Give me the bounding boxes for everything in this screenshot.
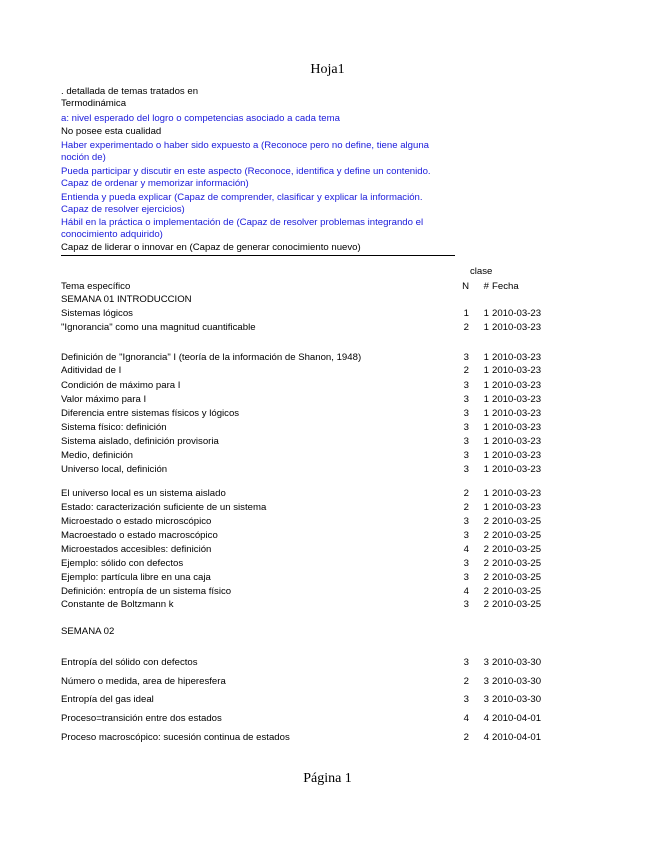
row-topic: Proceso macroscópico: sucesión continua de estados bbox=[61, 732, 290, 743]
row-topic: Microestado o estado microscópico bbox=[61, 516, 212, 527]
row-date: 2010-03-25 bbox=[492, 516, 542, 527]
row-class: 3 bbox=[483, 676, 489, 687]
level-item: No posee esta cualidad bbox=[61, 126, 162, 137]
row-topic: "Ignorancia" como una magnitud cuantificable bbox=[61, 322, 256, 333]
row-level: 3 bbox=[463, 450, 469, 461]
row-topic: Ejemplo: partícula libre en una caja bbox=[61, 572, 211, 583]
row-date: 2010-04-01 bbox=[492, 732, 542, 743]
level-item: Pueda participar y discutir en este aspecto (Reconoce, identifica y define un contenido. Capaz de ordenar y memorizar información) bbox=[61, 166, 431, 189]
column-header-fecha: Fecha bbox=[492, 281, 519, 292]
row-class: 1 bbox=[483, 464, 489, 475]
row-date: 2010-03-30 bbox=[492, 657, 542, 668]
row-level: 3 bbox=[463, 694, 469, 705]
row-date: 2010-03-23 bbox=[492, 322, 542, 333]
row-topic: Diferencia entre sistemas físicos y lógicos bbox=[61, 408, 240, 419]
row-class: 4 bbox=[483, 713, 489, 724]
row-class: 2 bbox=[483, 586, 489, 597]
row-class: 1 bbox=[483, 450, 489, 461]
row-topic: Definición de "Ignorancia" I (teoría de la información de Shanon, 1948) bbox=[61, 352, 362, 363]
row-level: 4 bbox=[463, 586, 469, 597]
row-level: 2 bbox=[463, 502, 469, 513]
row-level: 3 bbox=[463, 464, 469, 475]
row-level: 4 bbox=[463, 544, 469, 555]
row-topic: Sistema físico: definición bbox=[61, 422, 167, 433]
row-level: 3 bbox=[463, 516, 469, 527]
row-date: 2010-03-25 bbox=[492, 544, 542, 555]
row-topic: Estado: caracterización suficiente de un sistema bbox=[61, 502, 267, 513]
row-class: 1 bbox=[483, 408, 489, 419]
row-topic: Sistema aislado, definición provisoria bbox=[61, 436, 219, 447]
row-class: 1 bbox=[483, 394, 489, 405]
row-topic: Entropía del gas ideal bbox=[61, 694, 154, 705]
row-level: 3 bbox=[463, 558, 469, 569]
row-topic: Aditividad de I bbox=[61, 365, 122, 376]
row-class: 1 bbox=[483, 502, 489, 513]
row-class: 1 bbox=[483, 380, 489, 391]
row-topic: Ejemplo: sólido con defectos bbox=[61, 558, 184, 569]
row-date: 2010-03-23 bbox=[492, 352, 542, 363]
row-topic: Proceso=transición entre dos estados bbox=[61, 713, 222, 724]
row-date: 2010-03-25 bbox=[492, 558, 542, 569]
column-header-tema: Tema específico bbox=[61, 281, 131, 292]
row-topic: Entropía del sólido con defectos bbox=[61, 657, 198, 668]
row-topic: Valor máximo para I bbox=[61, 394, 147, 405]
row-class: 1 bbox=[483, 365, 489, 376]
levels-title: a: nivel esperado del logro o competencias asociado a cada tema bbox=[61, 113, 340, 124]
row-topic: Número o medida, area de hiperesfera bbox=[61, 676, 226, 687]
row-date: 2010-03-23 bbox=[492, 436, 542, 447]
row-date: 2010-03-23 bbox=[492, 488, 542, 499]
intro-line-2: Termodinámica bbox=[61, 98, 127, 109]
level-item: Haber experimentado o haber sido expuesto a (Reconoce pero no define, tiene alguna noción de) bbox=[61, 140, 430, 163]
row-topic: El universo local es un sistema aislado bbox=[61, 488, 226, 499]
row-topic: Condición de máximo para I bbox=[61, 380, 181, 391]
row-date: 2010-03-30 bbox=[492, 694, 542, 705]
column-header-num: # bbox=[483, 281, 489, 292]
row-level: 2 bbox=[463, 488, 469, 499]
row-class: 2 bbox=[483, 558, 489, 569]
row-date: 2010-03-23 bbox=[492, 394, 542, 405]
row-level: 3 bbox=[463, 572, 469, 583]
row-class: 2 bbox=[483, 544, 489, 555]
level-item: Hábil en la práctica o implementación de (Capaz de resolver problemas integrando el conocimiento adquirido) bbox=[61, 217, 424, 240]
week-heading: SEMANA 01 INTRODUCCION bbox=[61, 294, 192, 305]
row-level: 3 bbox=[463, 530, 469, 541]
row-topic: Microestados accesibles: definición bbox=[61, 544, 212, 555]
row-date: 2010-03-23 bbox=[492, 502, 542, 513]
row-level: 4 bbox=[463, 713, 469, 724]
row-level: 3 bbox=[463, 394, 469, 405]
row-date: 2010-03-30 bbox=[492, 676, 542, 687]
row-date: 2010-03-23 bbox=[492, 450, 542, 461]
page-footer: Página 1 bbox=[303, 771, 352, 786]
row-level: 2 bbox=[463, 365, 469, 376]
row-topic: Medio, definición bbox=[61, 450, 133, 461]
row-date: 2010-03-25 bbox=[492, 572, 542, 583]
row-date: 2010-03-25 bbox=[492, 586, 542, 597]
row-level: 3 bbox=[463, 408, 469, 419]
row-date: 2010-03-23 bbox=[492, 464, 542, 475]
row-date: 2010-03-23 bbox=[492, 365, 542, 376]
level-item: Entienda y pueda explicar (Capaz de comprender, clasificar y explicar la información. Capaz de resolver ejercicios) bbox=[61, 192, 423, 215]
row-topic: Definición: entropía de un sistema físico bbox=[61, 586, 232, 597]
level-item: Capaz de liderar o innovar en (Capaz de generar conocimiento nuevo) bbox=[61, 242, 455, 256]
row-date: 2010-04-01 bbox=[492, 713, 542, 724]
row-level: 3 bbox=[463, 422, 469, 433]
column-header-n: N bbox=[462, 281, 469, 292]
row-level: 3 bbox=[463, 352, 469, 363]
intro-line-1: . detallada de temas tratados en bbox=[61, 86, 199, 97]
row-topic: Macroestado o estado macroscópico bbox=[61, 530, 218, 541]
row-topic: Sistemas lógicos bbox=[61, 308, 133, 319]
row-class: 1 bbox=[483, 322, 489, 333]
row-class: 1 bbox=[483, 488, 489, 499]
page-header-title: Hoja1 bbox=[310, 62, 345, 77]
row-class: 1 bbox=[483, 436, 489, 447]
row-date: 2010-03-23 bbox=[492, 408, 542, 419]
row-date: 2010-03-23 bbox=[492, 422, 542, 433]
row-date: 2010-03-23 bbox=[492, 380, 542, 391]
row-date: 2010-03-25 bbox=[492, 530, 542, 541]
row-topic: Universo local, definición bbox=[61, 464, 168, 475]
row-class: 2 bbox=[483, 599, 489, 610]
row-class: 3 bbox=[483, 694, 489, 705]
row-level: 2 bbox=[463, 676, 469, 687]
row-class: 3 bbox=[483, 657, 489, 668]
row-class: 1 bbox=[483, 352, 489, 363]
row-class: 2 bbox=[483, 572, 489, 583]
week-heading: SEMANA 02 bbox=[61, 626, 115, 637]
column-header-clase: clase bbox=[470, 266, 493, 277]
row-class: 1 bbox=[483, 422, 489, 433]
row-class: 2 bbox=[483, 530, 489, 541]
row-level: 1 bbox=[463, 308, 469, 319]
row-level: 3 bbox=[463, 436, 469, 447]
row-level: 3 bbox=[463, 599, 469, 610]
row-date: 2010-03-23 bbox=[492, 308, 542, 319]
row-class: 4 bbox=[483, 732, 489, 743]
row-class: 2 bbox=[483, 516, 489, 527]
row-level: 2 bbox=[463, 322, 469, 333]
row-level: 3 bbox=[463, 380, 469, 391]
row-class: 1 bbox=[483, 308, 489, 319]
row-level: 3 bbox=[463, 657, 469, 668]
row-date: 2010-03-25 bbox=[492, 599, 542, 610]
row-level: 2 bbox=[463, 732, 469, 743]
row-topic: Constante de Boltzmann k bbox=[61, 599, 174, 610]
